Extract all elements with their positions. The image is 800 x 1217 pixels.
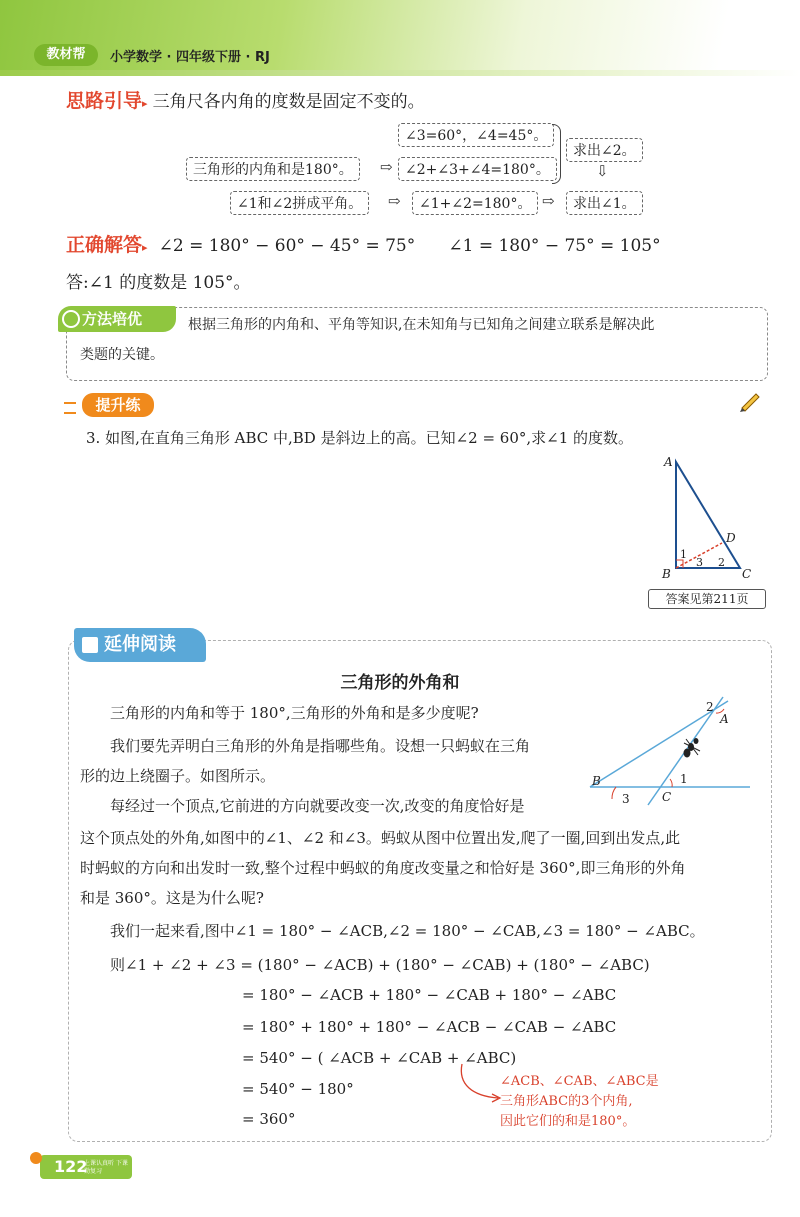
reading-p4: 我们一起来看,图中∠1 = 180° − ∠ACB,∠2 = 180° − ∠CAB,∠3 = 180° − ∠ABC。: [110, 922, 705, 940]
pencil-icon: [738, 390, 762, 412]
magnifier-icon: [62, 310, 80, 328]
footer-slogan: 上课认真听 下课勤复习: [84, 1160, 128, 1175]
answer-reference: 答案见第211页: [648, 589, 766, 609]
guide-text: 三角尺各内角的度数是固定不变的。: [152, 92, 425, 112]
arrow-right-icon: ⇨: [380, 158, 393, 176]
reading-p2b: 形的边上绕圈子。如图所示。: [80, 767, 276, 785]
answer-label: 正确解答: [66, 234, 143, 256]
label-D: D: [726, 531, 736, 545]
box-find-angle2: 求出∠2。: [566, 138, 643, 162]
page-number: 122: [40, 1155, 132, 1179]
practice-problem: 3. 如图,在直角三角形 ABC 中,BD 是斜边上的高。已知∠2 = 60°,求∠1 的度数。: [86, 429, 634, 447]
label-C: C: [662, 790, 672, 804]
reading-p3c: 时蚂蚁的方向和出发时一致,整个过程中蚂蚁的角度改变量之和恰好是 360°,即三角形的外角: [80, 859, 686, 877]
practice-tag: 提升练: [82, 393, 154, 417]
angle-3-label: 3: [696, 556, 703, 569]
equation-line-4: = 540° − ( ∠ACB + ∠CAB + ∠ABC): [242, 1049, 517, 1067]
tag-decoration: [64, 402, 76, 414]
equation-line-5: = 540° − 180°: [242, 1080, 354, 1098]
box-flat-angle: ∠1和∠2拼成平角。: [230, 191, 369, 215]
triangle-marker-icon: ▸: [142, 241, 148, 254]
answer-eq1: ∠2 = 180° − 60° − 45° = 75°: [158, 236, 416, 256]
label-A: A: [720, 712, 729, 726]
curved-arrow-icon: [448, 1060, 508, 1110]
right-brace: [552, 124, 561, 184]
box-sum12: ∠1+∠2=180°。: [412, 191, 538, 215]
reading-label: 延伸阅读: [104, 634, 176, 655]
brand-logo: 教材帮: [34, 44, 98, 66]
answer-conclusion: 答:∠1 的度数是 105°。: [66, 273, 251, 293]
box-equation: ∠2+∠3+∠4=180°。: [398, 157, 557, 181]
label-B: B: [592, 774, 601, 788]
label-C: C: [742, 567, 752, 581]
right-triangle-figure: [650, 450, 770, 582]
guide-section: [66, 86, 425, 113]
book-title: 小学数学 · 四年级下册 · RJ: [110, 50, 270, 65]
book-icon: [82, 637, 98, 653]
reading-title: 三角形的外角和: [340, 673, 460, 693]
equation-line-1: 则∠1 + ∠2 + ∠3 = (180° − ∠ACB) + (180° − ∠CAB) + (180° − ∠ABC): [110, 956, 650, 974]
angle-1-label: 1: [680, 548, 687, 561]
label-1: 1: [680, 772, 688, 786]
reading-p3d: 和是 360°。这是为什么呢?: [80, 889, 264, 907]
box-known-angles: ∠3=60°，∠4=45°。: [398, 123, 554, 147]
arrow-down-icon: ⇩: [596, 162, 609, 180]
exterior-angle-figure: [588, 695, 758, 810]
header-edge: [0, 70, 800, 76]
mascot-icon: [30, 1152, 42, 1164]
label-A: A: [664, 455, 673, 469]
method-label: 方法培优: [82, 310, 143, 328]
equation-line-6: = 360°: [242, 1110, 296, 1128]
answer-eq2: ∠1 = 180° − 75° = 105°: [448, 236, 661, 256]
note-line-2: 三角形ABC的3个内角,: [500, 1094, 633, 1109]
triangle-marker-icon: ▸: [142, 97, 148, 110]
guide-label: 思路引导: [66, 90, 143, 112]
box-find-angle1: 求出∠1。: [566, 191, 643, 215]
reading-p2a: 我们要先弄明白三角形的外角是指哪些角。设想一只蚂蚁在三角: [110, 737, 531, 755]
angle-2-label: 2: [718, 556, 725, 569]
equation-line-2: = 180° − ∠ACB + 180° − ∠CAB + 180° − ∠ABC: [242, 986, 617, 1004]
reading-p1: 三角形的内角和等于 180°,三角形的外角和是多少度呢?: [110, 704, 479, 722]
label-B: B: [662, 567, 671, 581]
method-line2: 类题的关键。: [80, 347, 164, 363]
method-line1: 根据三角形的内角和、平角等知识,在未知角与已知角之间建立联系是解决此: [188, 317, 655, 333]
note-line-1: ∠ACB、∠CAB、∠ABC是: [500, 1074, 659, 1089]
arrow-right-icon: ⇨: [388, 192, 401, 210]
reading-p3a: 每经过一个顶点,它前进的方向就要改变一次,改变的角度恰好是: [110, 797, 525, 815]
reading-p3b: 这个顶点处的外角,如图中的∠1、∠2 和∠3。蚂蚁从图中位置出发,爬了一圈,回到出发点,此: [80, 829, 681, 847]
label-3: 3: [622, 792, 630, 806]
answer-section: [66, 230, 661, 257]
note-line-3: 因此它们的和是180°。: [500, 1114, 636, 1129]
equation-line-3: = 180° + 180° + 180° − ∠ACB − ∠CAB − ∠ABC: [242, 1018, 617, 1036]
box-triangle-sum: 三角形的内角和是180°。: [186, 157, 360, 181]
label-2: 2: [706, 700, 714, 714]
arrow-right-icon: ⇨: [542, 192, 555, 210]
